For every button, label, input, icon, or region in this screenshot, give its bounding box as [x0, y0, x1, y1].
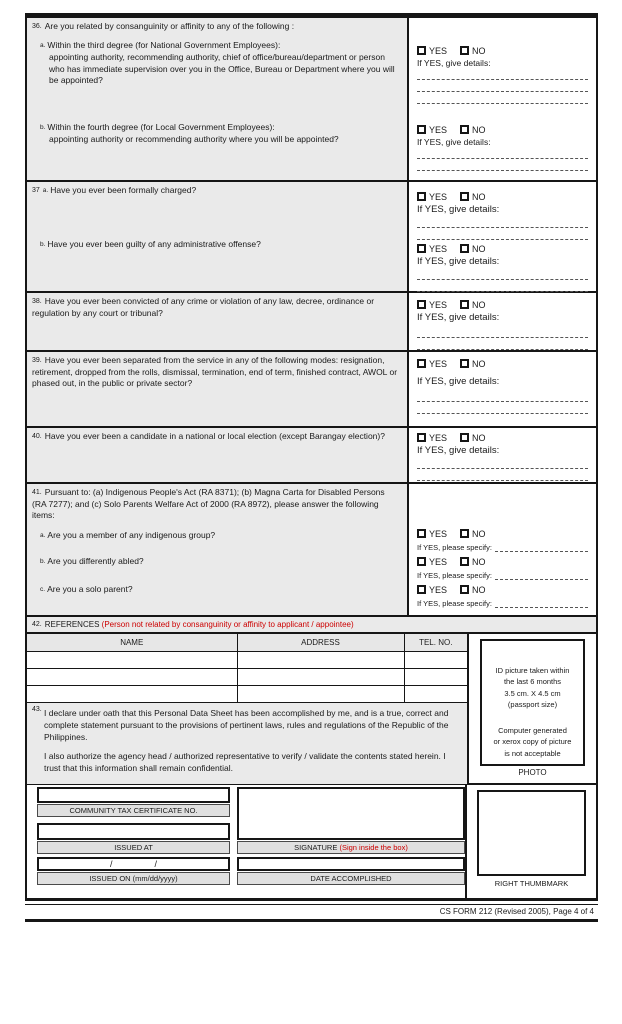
- q41a-no-checkbox[interactable]: [460, 529, 469, 538]
- question-39-row: [27, 352, 596, 428]
- ctc-number-label: COMMUNITY TAX CERTIFICATE NO.: [37, 804, 230, 817]
- question-41b-text: b. Are you differently abled?: [40, 556, 144, 566]
- q39-details-line[interactable]: [417, 388, 588, 402]
- issued-on-label: ISSUED ON (mm/dd/yyyy): [37, 872, 230, 885]
- q39-details-line[interactable]: [417, 402, 588, 414]
- q41c-yes-checkbox[interactable]: [417, 585, 426, 594]
- reference-tel-cell[interactable]: [404, 651, 467, 668]
- q38-details-line[interactable]: [417, 324, 588, 338]
- photo-caption: PHOTO: [518, 768, 547, 777]
- question-41-text-cell: [27, 484, 407, 615]
- reference-tel-cell[interactable]: [404, 685, 467, 702]
- question-40-answer-cell: [407, 428, 596, 482]
- question-38-text-cell: [27, 293, 407, 350]
- photo-instruction-line: 3.5 cm. X 4.5 cm: [504, 688, 561, 698]
- question-41c-answer: [417, 584, 588, 608]
- no-label: NO: [472, 584, 486, 595]
- q41c-specify-label: If YES, please specify:: [417, 599, 492, 608]
- question-36a-text: a. Within the third degree (for National Government Employees): appointing authority, recommending authority, chief of office/bureau/department or person who has immediate supervision over you in the Office, Bureau or Department where you will be appointed?: [40, 40, 395, 86]
- question-41-answer-cell: [407, 484, 596, 615]
- q37b-details-line[interactable]: [417, 280, 588, 292]
- reference-tel-cell[interactable]: [404, 668, 467, 685]
- q40-yes-checkbox[interactable]: [417, 433, 426, 442]
- reference-address-cell[interactable]: [237, 651, 404, 668]
- yes-label: YES: [429, 556, 448, 567]
- reference-address-cell[interactable]: [237, 668, 404, 685]
- q41b-yes-no-row: [417, 556, 588, 567]
- lower-section: [27, 634, 596, 785]
- photo-instruction-line: is not acceptable: [504, 748, 561, 758]
- question-38-row: [27, 293, 596, 352]
- q36a-no-checkbox[interactable]: [460, 46, 469, 55]
- q41a-yes-no-row: [417, 528, 588, 539]
- q37b-yes-checkbox[interactable]: [417, 244, 426, 253]
- reference-name-cell[interactable]: [27, 685, 237, 702]
- q38-no-checkbox[interactable]: [460, 300, 469, 309]
- reference-address-cell[interactable]: [237, 685, 404, 702]
- q41b-specify-label: If YES, please specify:: [417, 571, 492, 580]
- question-40-answer: [417, 432, 588, 481]
- question-36b-text: b. Within the fourth degree (for Local Government Employees): appointing authority or recommending authority where you will be appointed?: [40, 122, 339, 144]
- q41c-no-checkbox[interactable]: [460, 585, 469, 594]
- yes-label: YES: [429, 299, 448, 310]
- q41b-specify-row: [417, 568, 588, 580]
- reference-name-cell[interactable]: [27, 668, 237, 685]
- date-accomplished-box[interactable]: [237, 857, 465, 871]
- q37a-no-checkbox[interactable]: [460, 192, 469, 201]
- yes-label: YES: [429, 584, 448, 595]
- photo-instruction-gap: [482, 710, 583, 725]
- no-label: NO: [472, 243, 486, 254]
- reference-name-cell[interactable]: [27, 651, 237, 668]
- question-40-text-cell: [27, 428, 407, 482]
- photo-instruction-line: (passport size): [507, 699, 558, 709]
- question-37-answer-cell: [407, 182, 596, 291]
- question-37b-answer: [417, 243, 588, 292]
- q37a-yes-checkbox[interactable]: [417, 192, 426, 201]
- question-39-text-cell: [27, 352, 407, 426]
- question-37-row: [27, 182, 596, 293]
- no-label: NO: [472, 432, 486, 443]
- q41c-yes-no-row: [417, 584, 588, 595]
- q36a-details-line[interactable]: [417, 80, 588, 92]
- question-39-text: 39. Have you ever been separated from the service in any of the following modes: resignation, retirement, dropped from the rolls, dismissal, termination, end of term, finished contract, AWOL or phased out, in the public or private sector?: [32, 355, 398, 389]
- cs-form-212-page4: [25, 13, 598, 901]
- q36b-yes-checkbox[interactable]: [417, 125, 426, 134]
- no-label: NO: [472, 528, 486, 539]
- q40-yes-no-row: [417, 432, 588, 443]
- q38-details-line[interactable]: [417, 338, 588, 350]
- q40-no-checkbox[interactable]: [460, 433, 469, 442]
- q37b-yes-no-row: [417, 243, 588, 254]
- q40-details-line[interactable]: [417, 469, 588, 481]
- q36b-yes-no-row: [417, 124, 588, 135]
- q41b-yes-checkbox[interactable]: [417, 557, 426, 566]
- no-label: NO: [472, 124, 486, 135]
- no-label: NO: [472, 191, 486, 202]
- references-note: (Person not related by consanguinity or affinity to applicant / appointee): [101, 620, 354, 629]
- no-label: NO: [472, 45, 486, 56]
- references-row-3: [27, 685, 467, 702]
- yes-label: YES: [429, 528, 448, 539]
- question-41-row: [27, 484, 596, 617]
- issued-at-label: ISSUED AT: [37, 841, 230, 854]
- photo-instruction-line: Computer generated: [498, 726, 567, 735]
- q36a-yes-checkbox[interactable]: [417, 46, 426, 55]
- q40-details-line[interactable]: [417, 457, 588, 469]
- references-row-1: [27, 651, 467, 668]
- signature-label: SIGNATURE (Sign inside the box): [237, 841, 465, 854]
- thumbmark-column: [465, 785, 596, 898]
- references-title: REFERENCES: [44, 620, 100, 629]
- issued-on-box[interactable]: [37, 857, 230, 871]
- q36a-details-line[interactable]: [417, 68, 588, 80]
- question-43-number: 43.: [32, 705, 42, 713]
- q40-ifyes-label: If YES, give details:: [417, 445, 500, 456]
- declaration-section: [27, 703, 467, 784]
- form-footer: CS FORM 212 (Revised 2005), Page 4 of 4: [25, 904, 598, 922]
- yes-label: YES: [429, 432, 448, 443]
- photo-box[interactable]: [480, 639, 585, 766]
- signature-column: [237, 785, 465, 898]
- thumbmark-label: RIGHT THUMBMARK: [494, 879, 569, 888]
- question-36-number: 36.: [32, 23, 42, 30]
- question-38-answer: [417, 299, 588, 350]
- q41a-specify-row: [417, 540, 588, 552]
- question-41b-answer: [417, 556, 588, 580]
- photo-instruction-line: or xerox copy of picture: [493, 737, 572, 747]
- references-row-2: [27, 668, 467, 685]
- q41b-specify-line[interactable]: [495, 579, 588, 580]
- question-36-row: [27, 18, 596, 182]
- ctc-number-box[interactable]: [37, 787, 230, 803]
- question-39-answer-cell: [407, 352, 596, 426]
- photo-instruction-line: the last 6 months: [503, 677, 562, 687]
- yes-label: YES: [429, 124, 448, 135]
- question-40-row: [27, 428, 596, 484]
- question-42-number: 42.: [32, 621, 42, 628]
- references-header-row: [27, 634, 467, 651]
- yes-label: YES: [429, 243, 448, 254]
- question-36a-answer: [417, 45, 588, 104]
- yes-label: YES: [429, 45, 448, 56]
- no-label: NO: [472, 299, 486, 310]
- q36b-details-line[interactable]: [417, 147, 588, 159]
- question-37a-text: 37 a. Have you ever been formally charged?: [32, 185, 197, 195]
- ctc-column: [27, 785, 237, 898]
- question-41a-answer: [417, 528, 588, 552]
- question-38-text: 38. Have you ever been convicted of any crime or violation of any law, decree, ordinance or regulation by any court or tribunal?: [32, 296, 375, 318]
- references-col-tel: TEL. NO.: [404, 634, 467, 651]
- q36a-ifyes-label: If YES, give details:: [417, 58, 491, 68]
- q39-no-checkbox[interactable]: [460, 359, 469, 368]
- q41a-specify-line[interactable]: [495, 551, 588, 552]
- q39-ifyes-label: If YES, give details:: [417, 376, 500, 387]
- q36b-details-line[interactable]: [417, 159, 588, 171]
- declaration-paragraph-2: I also authorize the agency head / authorized representative to verify / validate the contents stated herein. I trust that this information shall remain confidential.: [44, 750, 446, 773]
- thumbmark-box[interactable]: [477, 790, 586, 876]
- question-41a-text: a. Are you a member of any indigenous group?: [40, 530, 216, 540]
- q37a-ifyes-label: If YES, give details:: [417, 204, 500, 215]
- q36b-no-checkbox[interactable]: [460, 125, 469, 134]
- q38-ifyes-label: If YES, give details:: [417, 312, 500, 323]
- question-36-heading: 36. Are you related by consanguinity or affinity to any of the following :: [32, 21, 295, 31]
- photo-instruction-line: ID picture taken within: [495, 666, 570, 675]
- question-40-text: 40. Have you ever been a candidate in a national or local election (except Barangay election)?: [32, 431, 385, 441]
- q37b-no-checkbox[interactable]: [460, 244, 469, 253]
- question-37b-text: b. Have you ever been guilty of any administrative offense?: [40, 239, 261, 249]
- q39-yes-checkbox[interactable]: [417, 359, 426, 368]
- q39-yes-no-row: [417, 358, 588, 369]
- q37b-ifyes-label: If YES, give details:: [417, 256, 500, 267]
- question-37a-answer: [417, 191, 588, 240]
- references-table: [27, 634, 467, 703]
- q41b-no-checkbox[interactable]: [460, 557, 469, 566]
- question-36-text-cell: [27, 18, 407, 180]
- yes-label: YES: [429, 191, 448, 202]
- bottom-section: [27, 785, 596, 898]
- q36a-yes-no-row: [417, 45, 588, 56]
- q37a-yes-no-row: [417, 191, 588, 202]
- q38-yes-no-row: [417, 299, 588, 310]
- references-col-address: ADDRESS: [237, 634, 404, 651]
- yes-label: YES: [429, 358, 448, 369]
- photo-cell: [467, 634, 596, 783]
- lower-left-column: [27, 634, 467, 783]
- q37a-details-line[interactable]: [417, 216, 588, 228]
- question-38-answer-cell: [407, 293, 596, 350]
- date-accomplished-label: DATE ACCOMPLISHED: [237, 872, 465, 885]
- q36a-details-line[interactable]: [417, 92, 588, 104]
- question-41c-text: c. Are you a solo parent?: [40, 584, 133, 594]
- question-39-answer: [417, 358, 588, 414]
- question-36-answer-cell: [407, 18, 596, 180]
- q41c-specify-row: [417, 596, 588, 608]
- q38-yes-checkbox[interactable]: [417, 300, 426, 309]
- no-label: NO: [472, 358, 486, 369]
- date-separators: / /: [109, 859, 158, 869]
- question-36b-answer: [417, 124, 588, 183]
- no-label: NO: [472, 556, 486, 567]
- question-37-text-cell: [27, 182, 407, 291]
- declaration-paragraph-1: I declare under oath that this Personal Data Sheet has been accomplished by me, and is a true, correct and complete statement pursuant to the provisions of pertinent laws, rules and regulations of the Republic of the Philippines.: [44, 707, 449, 742]
- issued-at-box[interactable]: [37, 823, 230, 840]
- question-41-heading: 41. Pursuant to: (a) Indigenous People's Act (RA 8371); (b) Magna Carta for Disabled Persons (RA 7277); and (c) Solo Parents Welfare Act of 2000 (RA 8972), please answer the following items:: [32, 487, 385, 521]
- references-col-name: NAME: [27, 634, 237, 651]
- signature-note: (Sign inside the box): [339, 843, 408, 852]
- q41a-specify-label: If YES, please specify:: [417, 543, 492, 552]
- q41c-specify-line[interactable]: [495, 607, 588, 608]
- signature-box[interactable]: [237, 787, 465, 840]
- q41a-yes-checkbox[interactable]: [417, 529, 426, 538]
- references-header: [27, 617, 596, 634]
- q36b-ifyes-label: If YES, give details:: [417, 137, 491, 147]
- q37b-details-line[interactable]: [417, 268, 588, 280]
- q37a-details-line[interactable]: [417, 228, 588, 240]
